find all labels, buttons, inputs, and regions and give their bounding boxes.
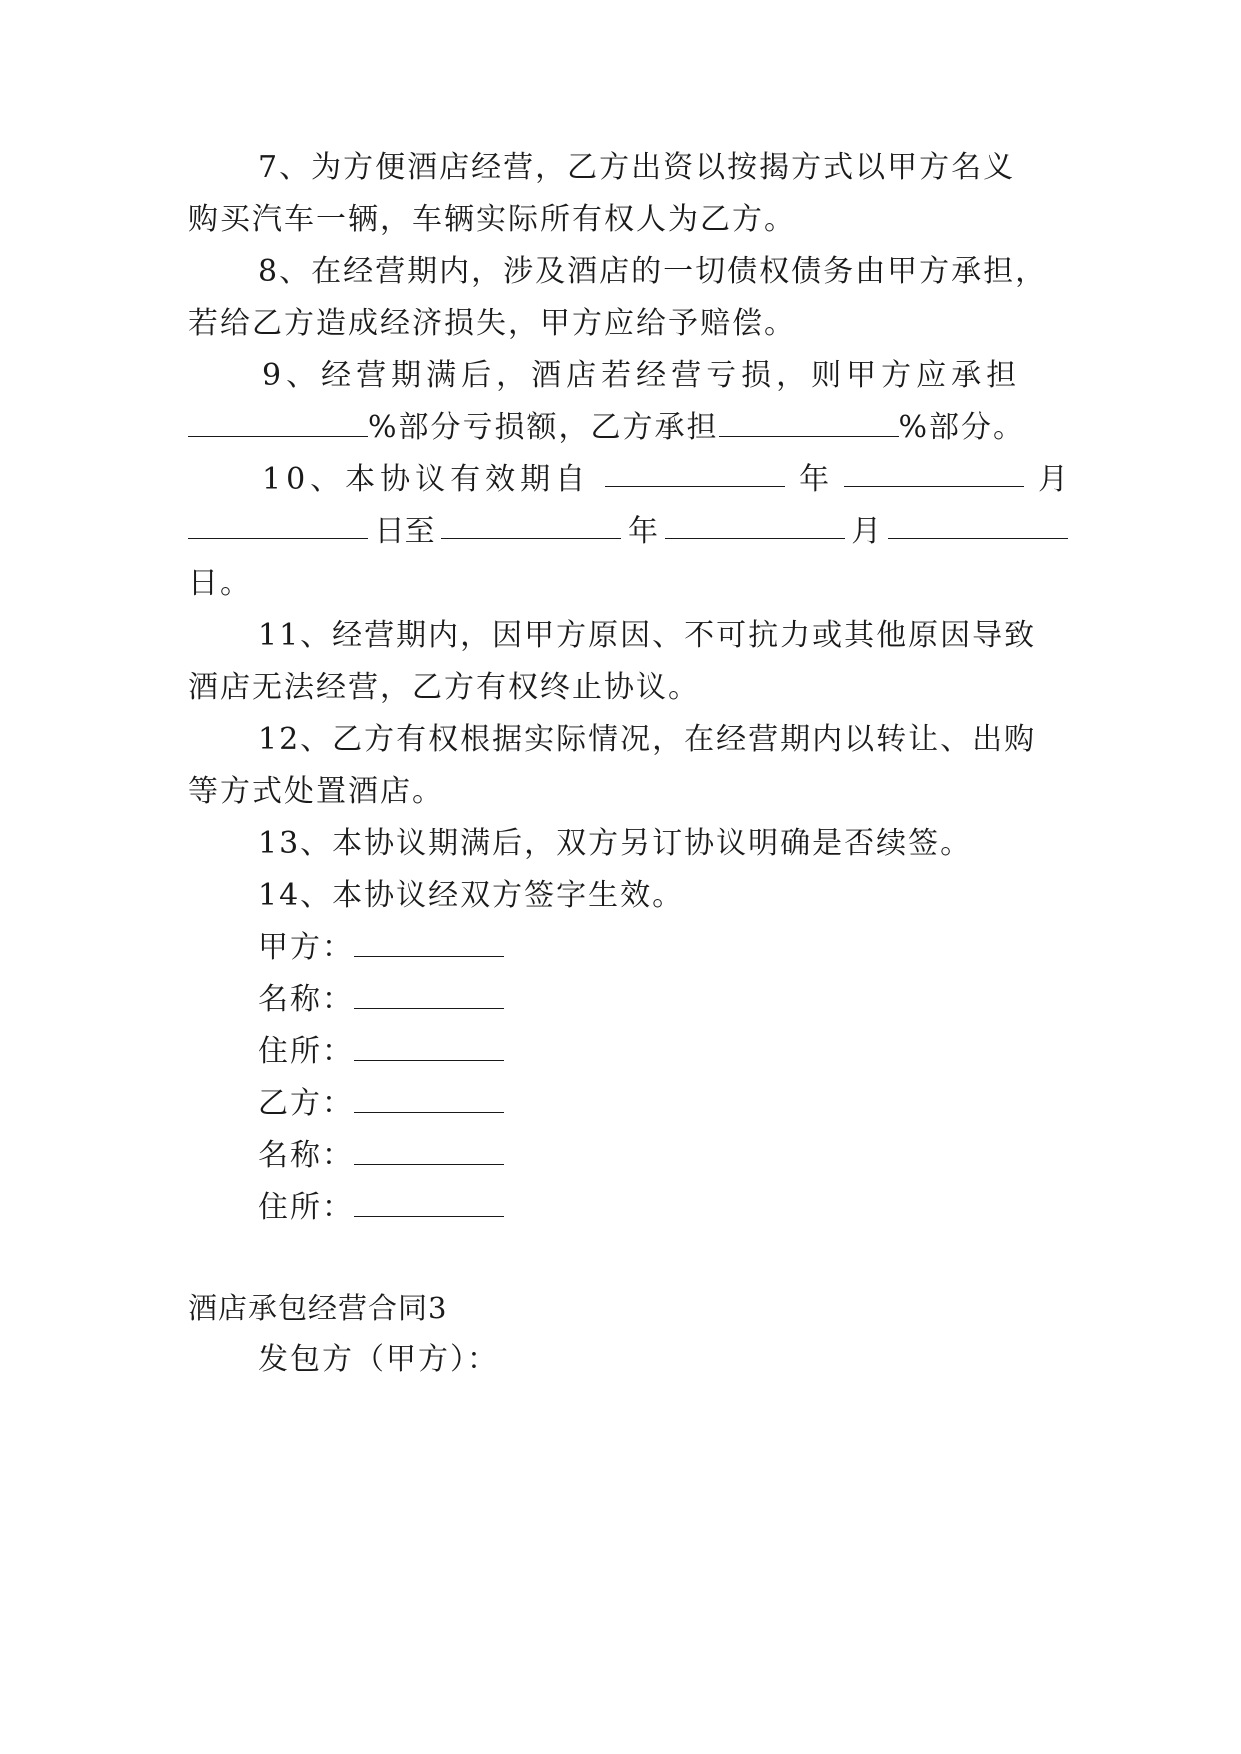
blank-field: [605, 460, 785, 487]
contractor-party-a: 发包方（甲方）：: [258, 1342, 499, 1377]
clause-9-text-b: %部分。: [898, 410, 1026, 445]
clause-10-month: 月: [1038, 462, 1068, 497]
signature-blank: [354, 930, 504, 957]
clause-10-line-1: [262, 460, 1068, 500]
blank-field: [188, 410, 368, 437]
signature-party-b: [258, 1084, 1068, 1124]
clause-7-line-2: 购买汽车一辆，车辆实际所有权人为乙方。: [188, 202, 796, 237]
signature-blank: [354, 1034, 504, 1061]
clause-10-line-3: 日。: [188, 566, 252, 601]
contract-3-title: 酒店承包经营合同3: [188, 1291, 448, 1325]
clause-12-line-1: 12、乙方有权根据实际情况，在经营期内以转让、出购: [258, 722, 1037, 757]
blank-field: [844, 460, 1024, 487]
signature-address-a: [258, 1032, 1068, 1072]
clause-11-line-2: 酒店无法经营，乙方有权终止协议。: [188, 670, 700, 705]
clause-9-line-1: 9、经营期满后，酒店若经营亏损，则甲方应承担: [262, 358, 1022, 393]
signature-blank: [354, 982, 504, 1009]
blank-field: [441, 512, 621, 539]
clause-9-line-2: [188, 408, 1068, 448]
address-a-label: 住所：: [258, 1034, 354, 1069]
signature-blank: [354, 1138, 504, 1165]
signature-name-a: [258, 980, 1068, 1020]
clause-10-text-a: 10、本协议有效期自: [262, 462, 591, 497]
clause-10-day-to: 日至: [374, 514, 435, 549]
clause-7-line-1: 7、为方便酒店经营，乙方出资以按揭方式以甲方名义: [258, 150, 1016, 185]
clause-8-line-2: 若给乙方造成经济损失，甲方应给予赔偿。: [188, 306, 796, 341]
clause-13: 13、本协议期满后，双方另订协议明确是否续签。: [258, 826, 973, 861]
name-b-label: 名称：: [258, 1138, 354, 1173]
clause-10-line-2: [188, 512, 1068, 552]
signature-name-b: [258, 1136, 1068, 1176]
party-a-label: 甲方：: [258, 930, 354, 965]
clause-10-year-2: 年: [627, 514, 658, 549]
signature-party-a: [258, 928, 1068, 968]
signature-address-b: [258, 1188, 1068, 1228]
clause-12-line-2: 等方式处置酒店。: [188, 774, 444, 809]
address-b-label: 住所：: [258, 1190, 354, 1225]
clause-14: 14、本协议经双方签字生效。: [258, 878, 685, 913]
blank-field: [888, 512, 1068, 539]
clause-11-line-1: 11、经营期内，因甲方原因、不可抗力或其他原因导致: [258, 618, 1037, 653]
clause-10-year: 年: [799, 462, 830, 497]
clause-8-line-1: 8、在经营期内，涉及酒店的一切债权债务由甲方承担，: [258, 254, 1048, 289]
party-b-label: 乙方：: [258, 1086, 354, 1121]
blank-field: [719, 410, 899, 437]
clause-9-text-a: %部分亏损额，乙方承担: [368, 410, 719, 445]
blank-field: [188, 512, 368, 539]
signature-blank: [354, 1190, 504, 1217]
clause-10-month-2: 月: [851, 514, 882, 549]
signature-blank: [354, 1086, 504, 1113]
blank-field: [665, 512, 845, 539]
name-a-label: 名称：: [258, 982, 354, 1017]
